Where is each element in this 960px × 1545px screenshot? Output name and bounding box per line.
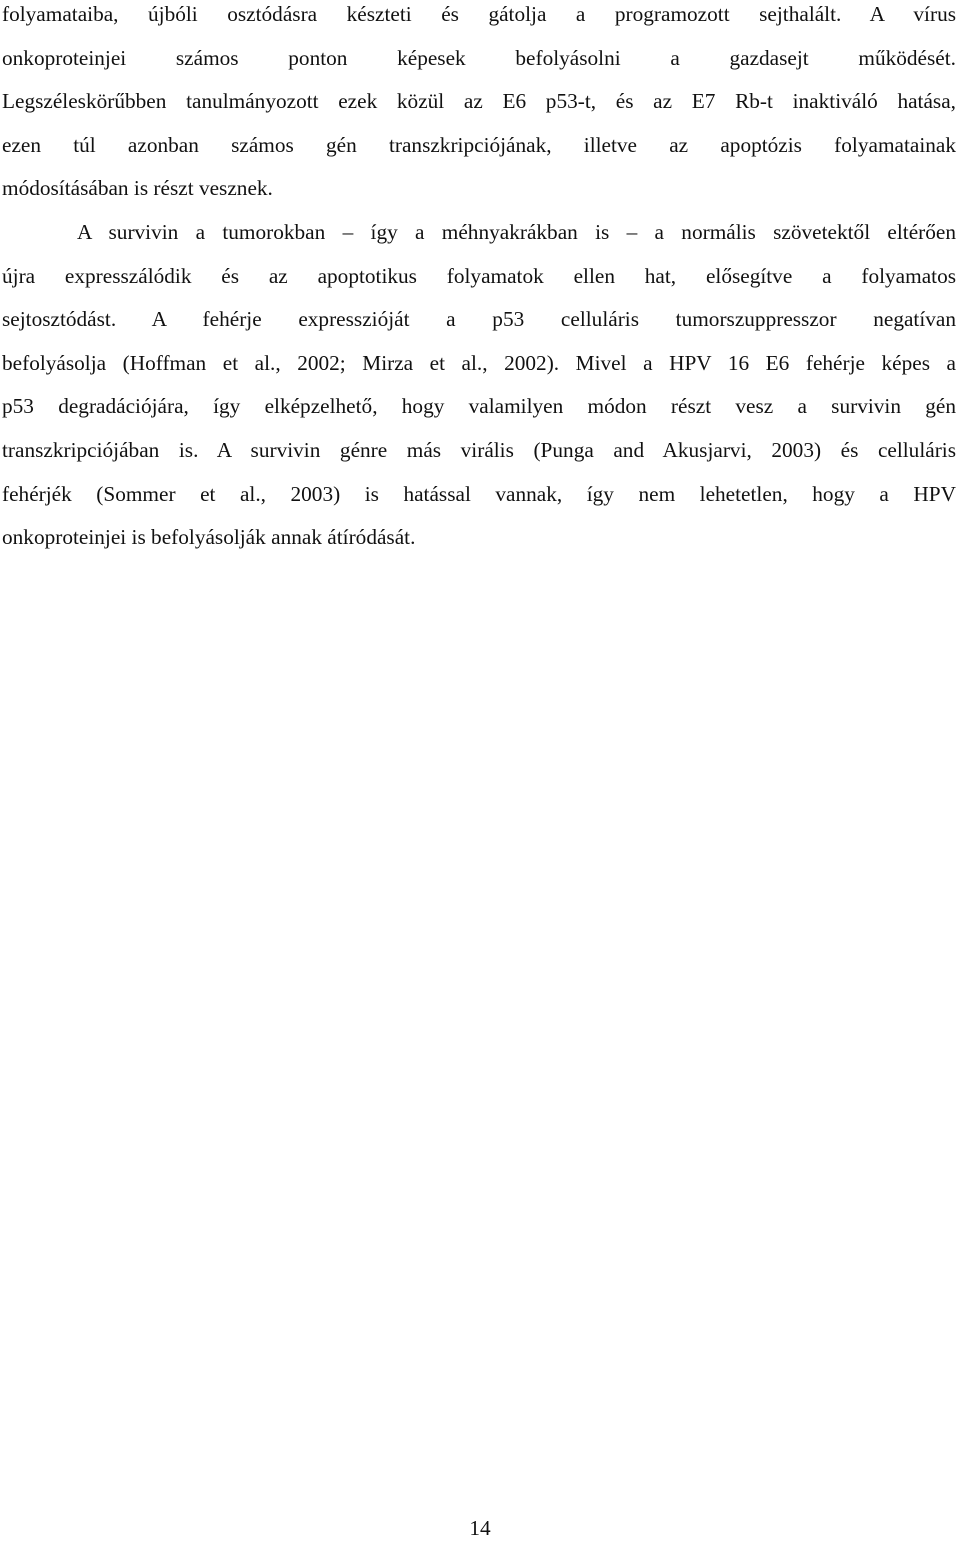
- text-line: befolyásolja (Hoffman et al., 2002; Mirza et al., 2002). Mivel a HPV 16 E6 fehérje képes a: [2, 350, 956, 375]
- text-line: Legszéleskörűbben tanulmányozott ezek közül az E6 p53-t, és az E7 Rb-t inaktiváló hatása,: [2, 89, 956, 114]
- text-line: A survivin a tumorokban – így a méhnyakrákban is – a normális szövetektől eltérően: [77, 219, 956, 244]
- page-number: 14: [469, 1516, 491, 1540]
- text-line: transzkripciójában is. A survivin génre más virális (Punga and Akusjarvi, 2003) és celluláris: [2, 437, 956, 462]
- text-line: p53 degradációjára, így elképzelhető, hogy valamilyen módon részt vesz a survivin gén: [2, 394, 956, 419]
- text-line: sejtosztódást. A fehérje expresszióját a p53 celluláris tumorszuppresszor negatívan: [2, 307, 956, 332]
- text-line: folyamataiba, újbóli osztódásra készteti és gátolja a programozott sejthalált. A vírus: [2, 2, 956, 26]
- text-line: onkoproteinjei is befolyásolják annak átíródását.: [2, 525, 416, 550]
- text-line: ezen túl azonban számos gén transzkripciójának, illetve az apoptózis folyamatainak: [2, 132, 956, 157]
- text-line: újra expresszálódik és az apoptotikus folyamatok ellen hat, elősegítve a folyamatos: [2, 263, 956, 288]
- text-line: módosításában is részt vesznek.: [2, 176, 273, 201]
- text-line: onkoproteinjei számos ponton képesek befolyásolni a gazdasejt működését.: [2, 45, 956, 70]
- body-text: [2, 0, 956, 560]
- text-line: fehérjék (Sommer et al., 2003) is hatással vannak, így nem lehetetlen, hogy a HPV: [2, 481, 956, 506]
